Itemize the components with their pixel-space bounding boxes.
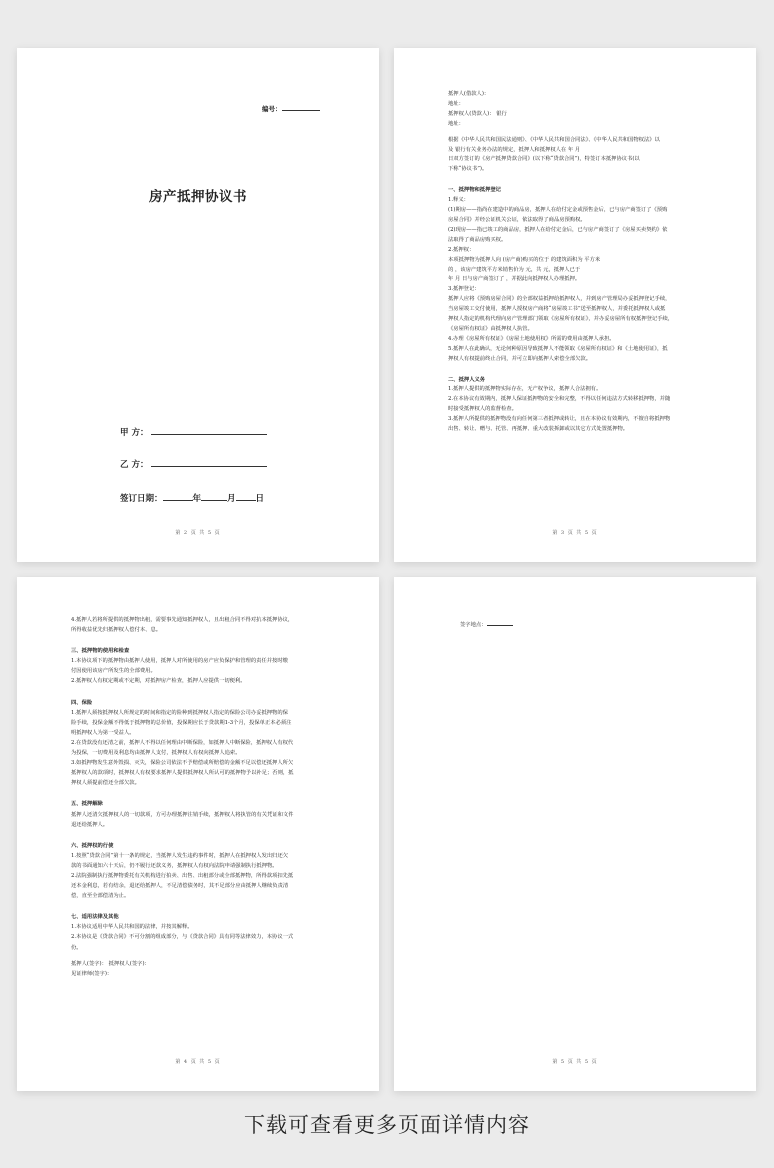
text-line: 1.按照“贷款合同”第十一条的规定，当抵押人发生违约事件时，抵押人在抵押权人发出归还欠 bbox=[71, 852, 289, 859]
document-page-4 bbox=[17, 577, 379, 1091]
text-line: 年 月 日与房产商签订了 ，并据此向抵押权人办理抵押。 bbox=[448, 276, 581, 283]
text-line: 3.抵押人所提供的抵押物没有向任何第三者抵押或转让，且在本协议有效期内，不擅自将抵押物 bbox=[448, 416, 671, 423]
text-line: 抵押人(借款人)： bbox=[448, 91, 490, 97]
paragraph-gap bbox=[71, 788, 333, 794]
paragraph-gap bbox=[71, 635, 333, 641]
page-footer: 第 4 页 共 5 页 bbox=[175, 1059, 221, 1065]
sign-date-label: 签订日期： bbox=[120, 494, 163, 504]
text-line: (2)现房——指已竣工的商品房，抵押人在给付定金后，已与房产商签订了《房屋买卖契约》依 bbox=[448, 226, 668, 233]
text-line: 3.如抵押物发生意外毁损、灭失，保险公司依法不予赔偿或所赔偿的金额不足以偿还抵押人所欠 bbox=[71, 760, 294, 767]
text-line: 险手续，投保金额不得低于抵押物的总价值，投保期应长于贷款期1-3个月，投保单正本必须注 bbox=[71, 719, 292, 726]
text-line: 当房屋竣工交付使用，抵押人授权房产商将“房屋竣工书”送至抵押权人，并委托抵押权人或抵 bbox=[448, 306, 666, 313]
text-line: 抵押权人的款项时，抵押权人有权要求抵押人提供抵押权人所认可的抵押物予以补足；否则，抵 bbox=[71, 770, 294, 777]
year-label: 年 bbox=[192, 494, 202, 504]
party-a-label: 甲 方： bbox=[120, 428, 149, 438]
section-heading: 二、抵押人义务 bbox=[448, 376, 486, 383]
paragraph-gap bbox=[71, 687, 333, 693]
text-line: 出售、转让、赠与、托管、再抵押、重大改装拆卸或以其它方式处置抵押物。 bbox=[448, 426, 629, 433]
text-line: 为投保，一切费用及利息均由抵押人支付，抵押权人有权向抵押人追索。 bbox=[71, 750, 241, 757]
text-line: 见证律师(签字)： bbox=[71, 970, 113, 977]
month-blank bbox=[201, 492, 227, 501]
section-heading: 七、适用法律及其他 bbox=[71, 914, 119, 921]
document-page-3 bbox=[394, 48, 756, 562]
download-caption: 下载可查看更多页面详情内容 bbox=[244, 1113, 530, 1137]
party-a-blank bbox=[151, 426, 267, 435]
document-title: 房产抵押协议书 bbox=[149, 189, 247, 205]
text-line: 2.抵押权： bbox=[448, 246, 475, 253]
party-b-line bbox=[120, 458, 267, 470]
section-heading: 三、抵押物的使用和检查 bbox=[71, 648, 130, 655]
text-line: 抵押人还清欠抵押权人的一切款项，方可办理抵押注销手续，抵押权人将执管的有关凭证和文件 bbox=[71, 811, 294, 818]
text-line: 2.本协议是《贷款合同》不可分割的组成部分，与《贷款合同》具有同等法律效力，本协议一式 bbox=[71, 934, 294, 941]
month-label: 月 bbox=[227, 494, 236, 504]
text-line: 《房屋所有权证》由抵押权人执管。 bbox=[448, 325, 533, 332]
text-line: (1)期房——指尚在建造中的商品房，抵押人在给付定金或预售金后，已与房产商签订了《预购 bbox=[448, 207, 668, 214]
text-line: 抵押权人(贷款人)： 银行 bbox=[448, 110, 507, 117]
year-blank bbox=[163, 492, 193, 501]
section-heading: 五、抵押解除 bbox=[71, 801, 103, 808]
text-line: 退还给抵押人。 bbox=[71, 821, 109, 828]
text-line: 明抵押权人为第一受益人。 bbox=[71, 729, 135, 736]
text-line: 偿，直至全部偿清为止。 bbox=[71, 893, 130, 900]
contract-number bbox=[262, 104, 320, 113]
text-line: 日双方签订的《房产抵押贷款合同》(以下称“贷款合同”)，特签订本抵押协议书(以 bbox=[448, 156, 640, 163]
text-line: 押权人须提前偿还全部欠款。 bbox=[71, 780, 140, 787]
document-page-5 bbox=[394, 577, 756, 1091]
contract-number-blank bbox=[282, 104, 320, 111]
paragraph-gap bbox=[71, 901, 333, 907]
section-heading: 六、抵押权的行使 bbox=[71, 842, 114, 849]
text-line: 2.抵押权人有权定期或不定期，对抵押房产检查，抵押人应提供一切便利。 bbox=[71, 678, 246, 685]
text-line: 1.抵押人提供的抵押物实际存在，无产权争议，抵押人合法拥有。 bbox=[448, 386, 602, 393]
document-page-2 bbox=[17, 48, 379, 562]
text-line: 款的书面通知六十天后，仍不履行还款义务，抵押权人有权向法院申请强制执行抵押物。 bbox=[71, 862, 278, 869]
text-line: 4.办理《房屋所有权证》《房屋土地使用权》所需的费用由抵押人承担。 bbox=[448, 335, 615, 342]
page-3-body bbox=[448, 90, 708, 435]
text-line: 份。 bbox=[71, 944, 82, 951]
paragraph-gap bbox=[71, 830, 333, 836]
text-line: 1.本协议项下的抵押物由抵押人使用，抵押人对所使用的房产应负保护和管理的责任并按时缴 bbox=[71, 658, 288, 665]
text-line: 根据《中华人民共和国民法通则》、《中华人民共和国合同法》、《中华人民共和国物权法》以 bbox=[448, 136, 660, 143]
text-line: 1.抵押人须按抵押权人所规定的时间和指定的险种到抵押权人指定的保险公司办妥抵押物的保 bbox=[71, 709, 288, 716]
day-label: 日 bbox=[255, 494, 265, 504]
text-line: 的 ，该房产建筑平方米销售价为 元，共 元，抵押人已于 bbox=[448, 266, 581, 273]
party-b-label: 乙 方： bbox=[120, 460, 149, 470]
page-footer: 第 5 页 共 5 页 bbox=[552, 1059, 598, 1065]
text-line: 及 银行有关业务办法的规定，抵押人和抵押权人在 年 月 bbox=[448, 146, 581, 153]
text-line: 抵押人应将《预购房屋合同》的全部权益抵押给抵押权人，并到房产管理局办妥抵押登记手续， bbox=[448, 296, 671, 303]
day-blank bbox=[236, 492, 256, 501]
sign-date-line bbox=[120, 492, 264, 504]
text-line: 押权人有权提前终止合同，并可立即向抵押人索偿全部欠款。 bbox=[448, 355, 592, 362]
text-line: 本项抵押物为抵押人向 (房产商)购买的位于 的建筑面积为 平方米 bbox=[448, 256, 601, 263]
text-line: 房屋合同》并经公证机关公证，依法取得了商品房预购权。 bbox=[448, 216, 586, 223]
page-4-body bbox=[71, 615, 333, 979]
text-line: 2.法院强制执行抵押物委托有关机构进行拍卖、出售、出租部分或全部抵押物，所得款项扣先抵 bbox=[71, 872, 294, 879]
party-a-line bbox=[120, 426, 267, 438]
page-footer: 第 3 页 共 5 页 bbox=[552, 530, 598, 536]
sign-place-line bbox=[460, 619, 513, 630]
text-line: 5.抵押人在此确认，无论何种原因导致抵押人不能领取《房屋所有权证》和《土地使用证》，抵 bbox=[448, 345, 668, 352]
sign-place-blank bbox=[487, 619, 513, 626]
section-heading: 四、保险 bbox=[71, 699, 93, 706]
text-line: 2.在本协议有效期内，抵押人保证抵押物的安全和完整，不得以任何违法方式转移抵押物，并随 bbox=[448, 396, 671, 403]
text-line: 所得收益优先归抵押权人偿付本、息。 bbox=[71, 627, 162, 634]
paragraph-gap bbox=[448, 175, 708, 181]
text-line: 1.本协议适用中华人民共和国的法律，并按其解释。 bbox=[71, 924, 193, 931]
text-line: 2.在贷款没有还清之前，抵押人不得以任何理由中断保险，如抵押人中断保险，抵押权人有权代 bbox=[71, 739, 294, 746]
text-line: 还本金利息，若有结余，退还给抵押人，不足清偿债务时，其不足部分应由抵押人继续负责清 bbox=[71, 883, 289, 890]
paragraph-gap bbox=[448, 365, 708, 371]
section-heading: 一、抵押物和抵押登记 bbox=[448, 187, 501, 194]
text-line: 抵押人(签字)： 抵押权人(签字)： bbox=[71, 960, 150, 967]
contract-number-label: 编号： bbox=[262, 105, 282, 113]
text-line: 时接受抵押权人的监督检查。 bbox=[448, 406, 517, 413]
text-line: 3.抵押登记： bbox=[448, 286, 480, 293]
text-line: 4.抵押人若将所提供的抵押物出租，需要事先通知抵押权人，且出租合同不得对抗本抵押协议， bbox=[71, 617, 294, 623]
page-footer: 第 2 页 共 5 页 bbox=[175, 530, 221, 536]
text-line: 下称“协议书”)。 bbox=[448, 166, 488, 173]
party-b-blank bbox=[151, 458, 267, 467]
text-line: 法取得了商品房购买权。 bbox=[448, 236, 507, 243]
sign-place-label: 签字地点： bbox=[460, 622, 487, 628]
text-line: 付因使用该房产所发生的全部费用。 bbox=[71, 668, 156, 675]
text-line: 地址： bbox=[448, 120, 464, 127]
text-line: 押权人指定的机构代理向房产管理部门领取《房屋所有权证》，并办妥房屋所有权抵押登记手续， bbox=[448, 316, 674, 323]
text-line: 1.释义： bbox=[448, 197, 469, 204]
text-line: 地址： bbox=[448, 100, 464, 107]
